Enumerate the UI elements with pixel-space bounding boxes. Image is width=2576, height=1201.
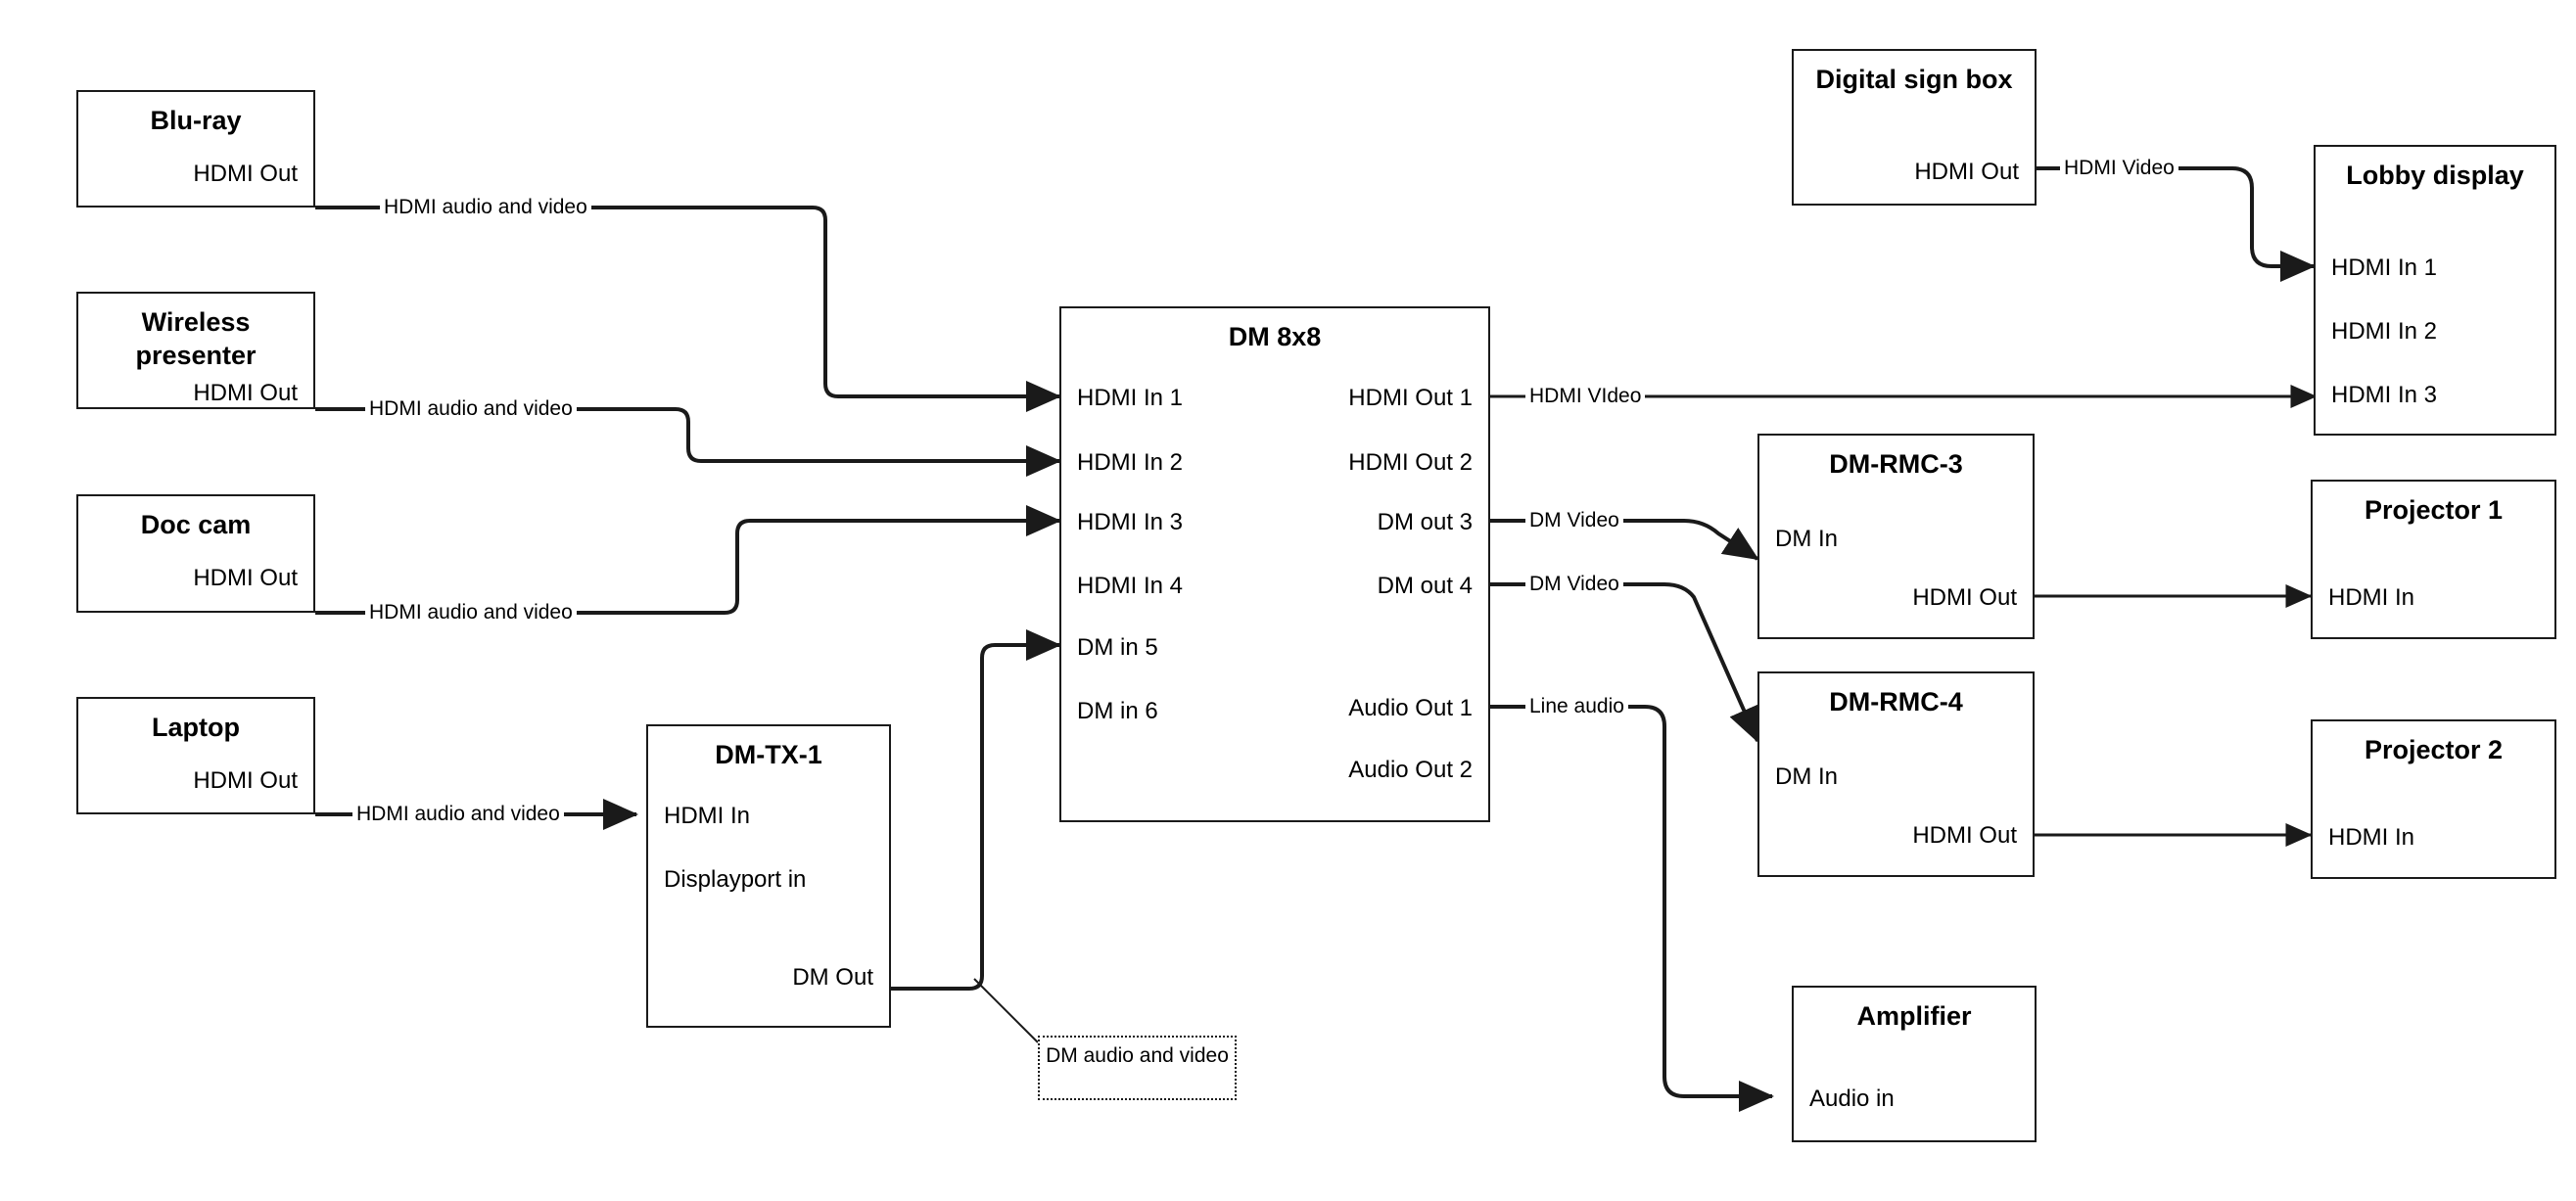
node-dm-8x8-output-hdmi-out-1: HDMI Out 1 bbox=[1348, 385, 1473, 411]
node-dm-8x8[interactable] bbox=[1059, 306, 1490, 822]
node-lobby-display-title: Lobby display bbox=[2346, 161, 2524, 190]
node-projector-1-title: Projector 1 bbox=[2364, 495, 2504, 525]
edge-label-bluray-to-dm: HDMI audio and video bbox=[380, 195, 591, 219]
edge-label-wireless-to-dm: HDMI audio and video bbox=[365, 396, 577, 421]
node-dm-tx-1-port-displayport-in: Displayport in bbox=[664, 866, 807, 893]
node-wireless-presenter-title: Wireless presenter bbox=[135, 307, 257, 370]
node-dm-tx-1[interactable] bbox=[646, 724, 891, 1028]
node-doc-cam[interactable] bbox=[76, 494, 315, 613]
node-bluray-port-hdmi-out: HDMI Out bbox=[193, 161, 298, 187]
edge-label-laptop-to-tx: HDMI audio and video bbox=[352, 802, 564, 826]
edge-label-dm-out1-to-lobby: HDMI VIdeo bbox=[1525, 384, 1645, 408]
node-lobby-display[interactable] bbox=[2314, 145, 2556, 436]
node-lobby-display-port-hdmi-in-1: HDMI In 1 bbox=[2331, 254, 2438, 281]
node-dm-8x8-input-hdmi-in-3: HDMI In 3 bbox=[1077, 509, 1184, 535]
edge-label-signbox-to-lobby: HDMI Video bbox=[2060, 156, 2178, 180]
edge-label-dm-out3-to-rmc3: DM Video bbox=[1525, 508, 1623, 532]
node-dm-rmc-3-port-dm-in: DM In bbox=[1775, 526, 1839, 552]
node-doc-cam-title: Doc cam bbox=[140, 510, 252, 539]
node-laptop[interactable] bbox=[76, 697, 315, 814]
node-dm-rmc-4-port-dm-in: DM In bbox=[1775, 763, 1839, 790]
node-digital-sign-box[interactable] bbox=[1792, 49, 2037, 206]
node-dm-8x8-input-hdmi-in-4: HDMI In 4 bbox=[1077, 573, 1184, 599]
node-dm-tx-1-title: DM-TX-1 bbox=[715, 740, 822, 769]
node-wireless-presenter-port-hdmi-out: HDMI Out bbox=[193, 380, 298, 406]
node-bluray-title: Blu-ray bbox=[150, 106, 242, 135]
node-amplifier[interactable] bbox=[1792, 986, 2037, 1142]
node-dm-8x8-input-hdmi-in-1: HDMI In 1 bbox=[1077, 385, 1184, 411]
node-dm-rmc-4[interactable] bbox=[1757, 671, 2035, 877]
node-projector-2-title: Projector 2 bbox=[2364, 735, 2504, 764]
node-dm-rmc-4-title: DM-RMC-4 bbox=[1829, 687, 1963, 716]
node-dm-rmc-3[interactable] bbox=[1757, 434, 2035, 639]
node-projector-2[interactable] bbox=[2311, 719, 2556, 879]
node-projector-1[interactable] bbox=[2311, 480, 2556, 639]
node-dm-8x8-output-audio-out-1: Audio Out 1 bbox=[1348, 695, 1473, 721]
node-dm-8x8-input-hdmi-in-2: HDMI In 2 bbox=[1077, 449, 1184, 476]
node-laptop-title: Laptop bbox=[152, 713, 240, 742]
node-dm-rmc-4-port-hdmi-out: HDMI Out bbox=[1912, 822, 2017, 849]
node-projector-1-port-hdmi-in: HDMI In bbox=[2328, 584, 2415, 611]
node-dm-8x8-output-audio-out-2: Audio Out 2 bbox=[1348, 757, 1473, 783]
node-dm-rmc-3-title: DM-RMC-3 bbox=[1829, 449, 1963, 479]
node-amplifier-title: Amplifier bbox=[1856, 1001, 1972, 1031]
node-doc-cam-port-hdmi-out: HDMI Out bbox=[193, 565, 298, 591]
node-lobby-display-port-hdmi-in-3: HDMI In 3 bbox=[2331, 382, 2438, 408]
node-amplifier-port-audio-in: Audio in bbox=[1809, 1086, 1895, 1112]
edge-label-dm-out4-to-rmc4: DM Video bbox=[1525, 572, 1623, 596]
node-projector-2-port-hdmi-in: HDMI In bbox=[2328, 824, 2415, 851]
edge-label-doccam-to-dm: HDMI audio and video bbox=[365, 600, 577, 624]
note-dm-audio-and-video: DM audio and video bbox=[1038, 1036, 1237, 1100]
node-digital-sign-box-title: Digital sign box bbox=[1815, 65, 2013, 94]
node-dm-8x8-output-hdmi-out-2: HDMI Out 2 bbox=[1348, 449, 1473, 476]
node-dm-8x8-output-dm-out-4: DM out 4 bbox=[1377, 573, 1473, 599]
node-dm-8x8-output-dm-out-3: DM out 3 bbox=[1377, 509, 1473, 535]
node-dm-rmc-3-port-hdmi-out: HDMI Out bbox=[1912, 584, 2017, 611]
node-dm-8x8-input-dm-in-6: DM in 6 bbox=[1077, 698, 1158, 724]
edge-label-audio-out1-to-amp: Line audio bbox=[1525, 694, 1628, 718]
node-dm-tx-1-port-dm-out: DM Out bbox=[792, 964, 873, 991]
node-digital-sign-box-port-hdmi-out: HDMI Out bbox=[1914, 159, 2019, 185]
node-dm-8x8-title: DM 8x8 bbox=[1228, 322, 1322, 351]
node-lobby-display-port-hdmi-in-2: HDMI In 2 bbox=[2331, 318, 2438, 345]
node-dm-8x8-input-dm-in-5: DM in 5 bbox=[1077, 634, 1158, 661]
node-dm-tx-1-port-hdmi-in: HDMI In bbox=[664, 803, 751, 829]
node-bluray[interactable] bbox=[76, 90, 315, 208]
node-laptop-port-hdmi-out: HDMI Out bbox=[193, 767, 298, 794]
node-wireless-presenter[interactable] bbox=[76, 292, 315, 409]
